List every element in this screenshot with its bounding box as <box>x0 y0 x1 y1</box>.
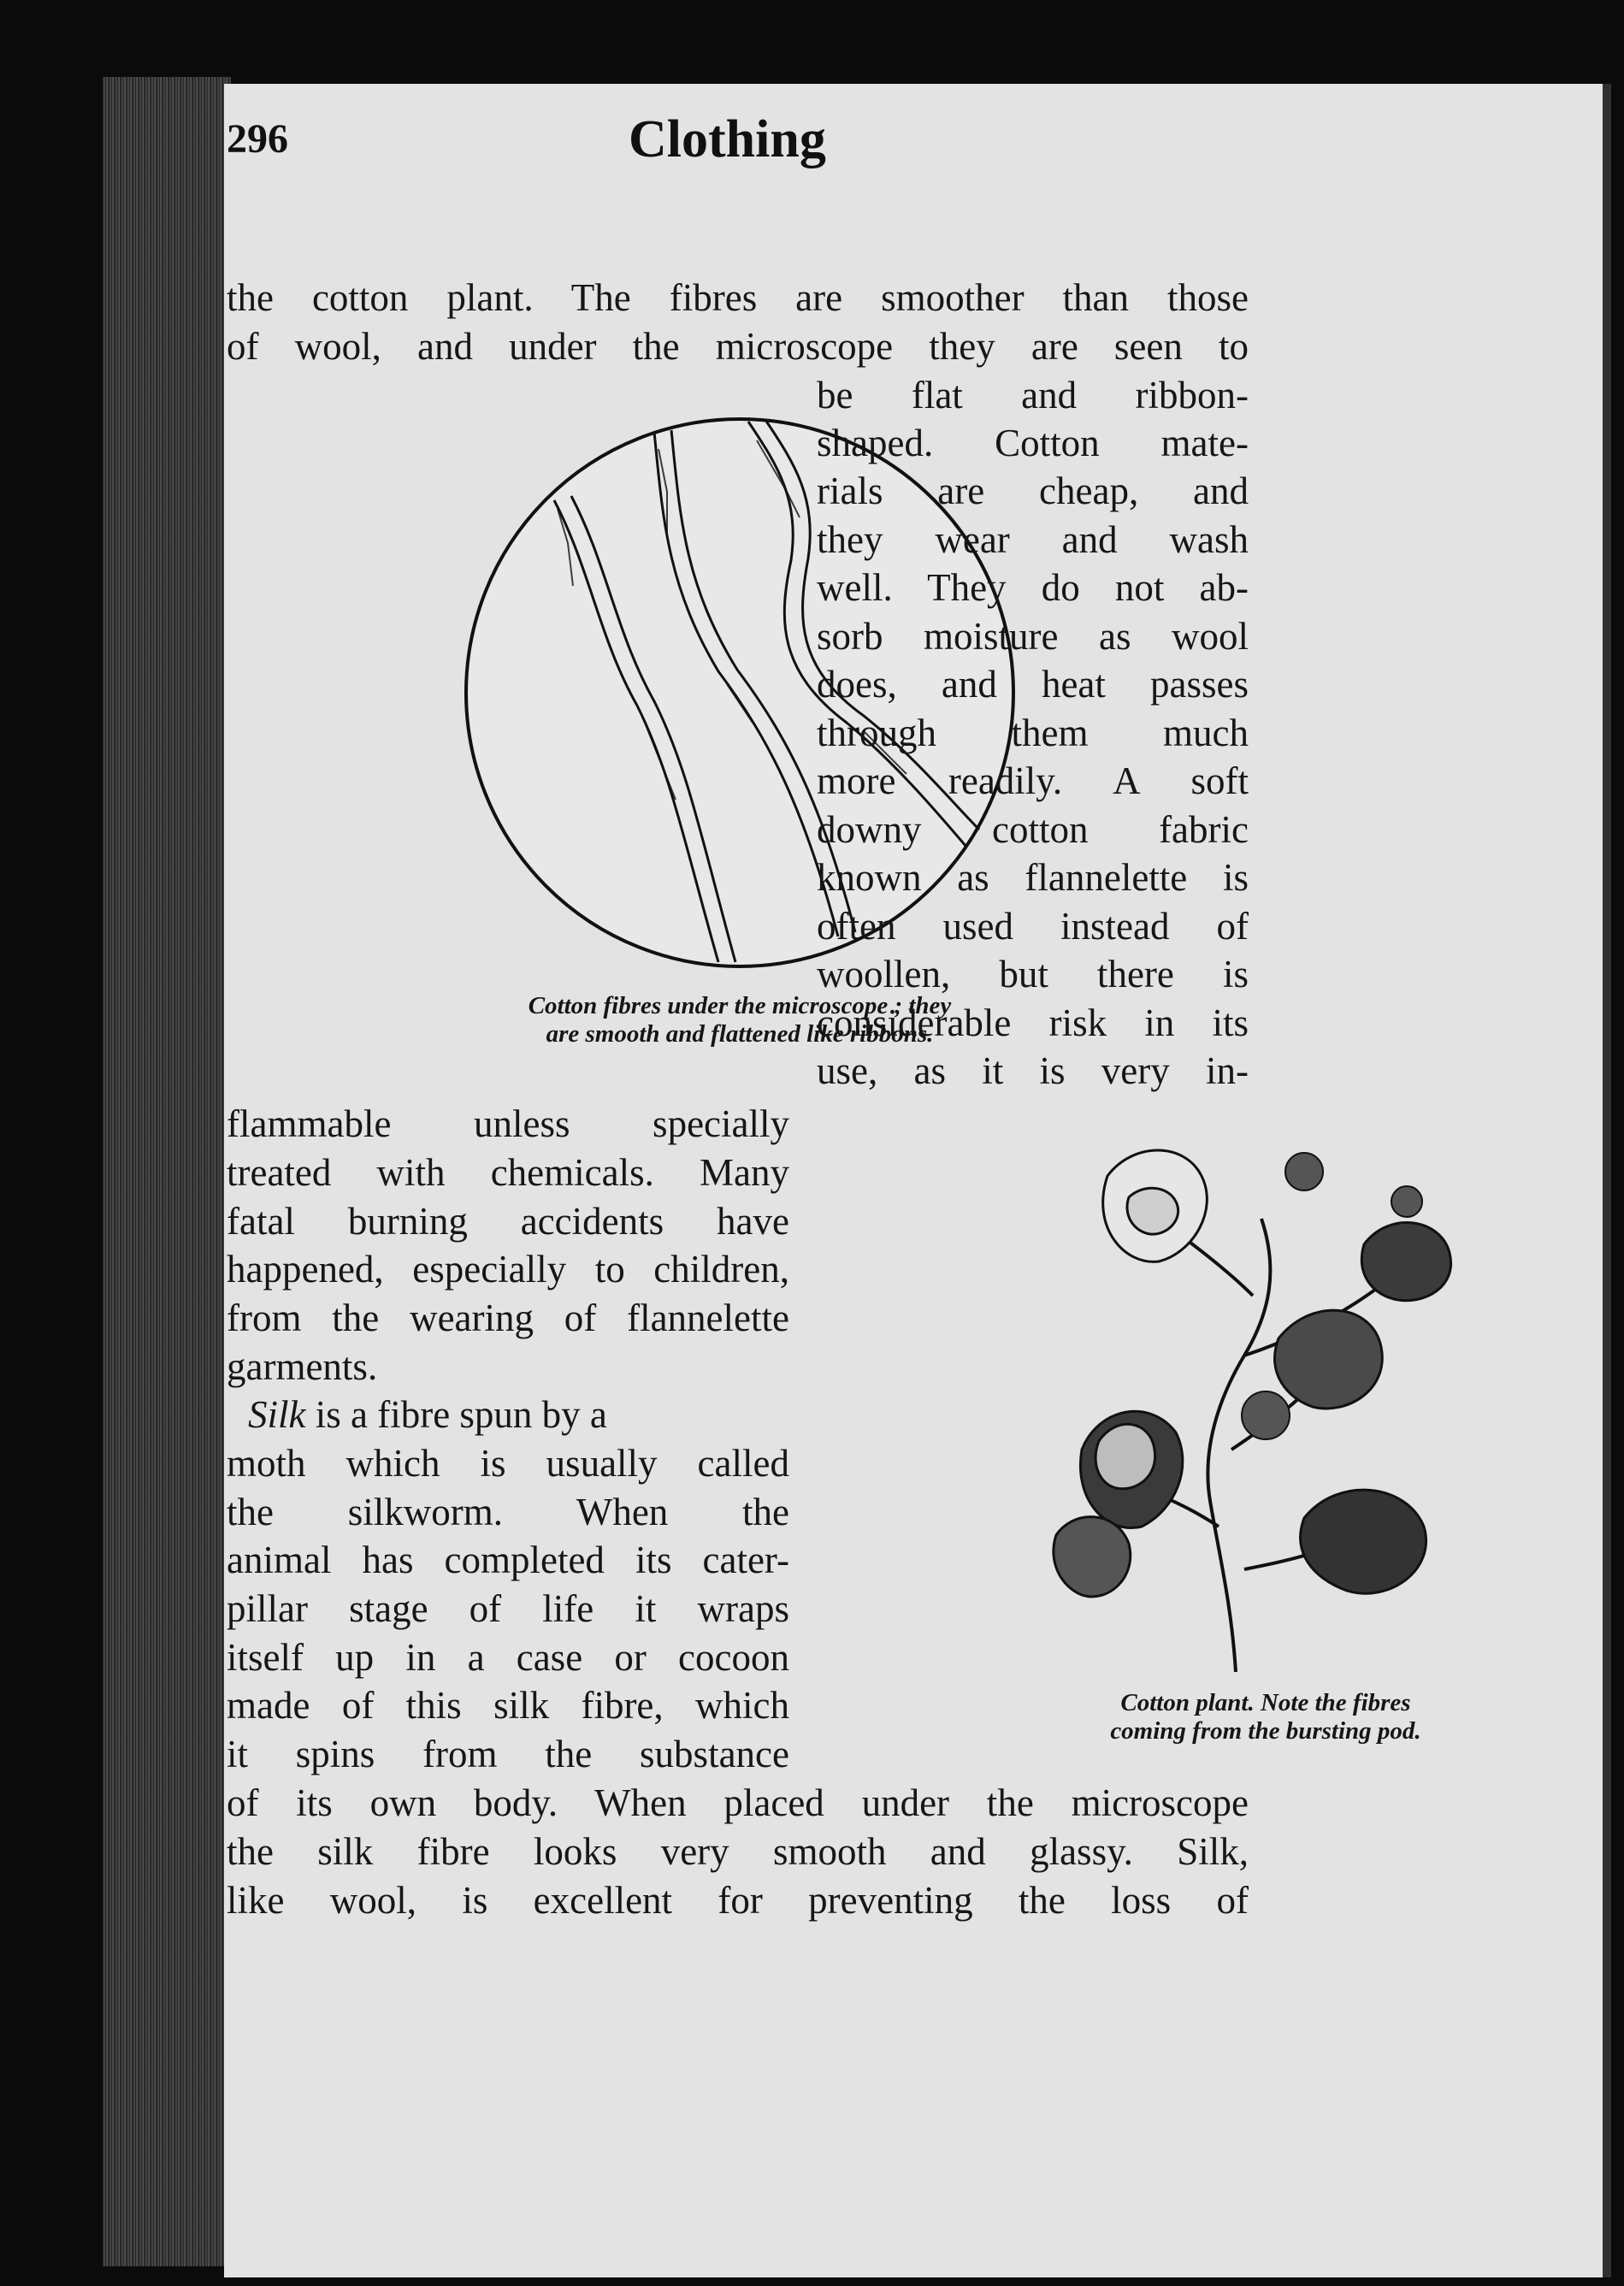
caption-line: are smooth and flattened like ribbons. <box>546 1020 934 1048</box>
running-head-title: Clothing <box>629 110 826 168</box>
body-line: flammable unless specially <box>227 1102 789 1145</box>
cotton-plant-figure-caption <box>1039 1689 1492 1746</box>
caption-line: coming from the bursting pod. <box>1110 1717 1421 1745</box>
body-line: made of this silk fibre, which <box>227 1684 789 1727</box>
body-line: shaped. Cotton mate- <box>817 422 1249 464</box>
body-line: often used instead of <box>817 905 1249 948</box>
body-line: well. They do not ab- <box>817 566 1249 609</box>
body-line: pillar stage of life it wraps <box>227 1587 789 1630</box>
body-line: they wear and wash <box>817 518 1249 561</box>
body-line: known as flannelette is <box>817 856 1249 899</box>
page-right-edge <box>1603 84 1611 2277</box>
body-line: be flat and ribbon- <box>817 374 1249 416</box>
body-line: happened, especially to children, <box>227 1248 789 1291</box>
body-line: of wool, and under the microscope they are seen to <box>227 325 1249 368</box>
body-line: rials are cheap, and <box>817 470 1249 512</box>
body-line: downy cotton fabric <box>817 808 1249 851</box>
body-line: the silkworm. When the <box>227 1491 789 1533</box>
silk-paragraph-first-line <box>248 1391 789 1438</box>
cotton-plant-illustration <box>1048 1125 1492 1672</box>
body-line: through them much <box>817 712 1249 754</box>
body-line: itself up in a case or cocoon <box>227 1636 789 1679</box>
body-line: moth which is usually called <box>227 1442 789 1485</box>
body-line: use, as it is very in- <box>817 1049 1249 1092</box>
body-line: of its own body. When placed under the microscope <box>227 1781 1249 1824</box>
body-line: it spins from the substance <box>227 1733 789 1775</box>
body-line: more readily. A soft <box>817 759 1249 802</box>
silk-italic-word: Silk <box>248 1393 306 1436</box>
body-line: woollen, but there is <box>817 953 1249 995</box>
body-line-rest: is a fibre spun by a <box>305 1393 607 1436</box>
body-line: sorb moisture as wool <box>817 615 1249 658</box>
book-binding-edge <box>103 77 231 2266</box>
caption-line: Cotton plant. Note the fibres <box>1120 1689 1411 1716</box>
page-number: 296 <box>227 116 288 162</box>
body-line: animal has completed its cater- <box>227 1539 789 1581</box>
body-line: garments. <box>227 1345 378 1388</box>
body-line: considerable risk in its <box>817 1001 1249 1044</box>
body-line: fatal burning accidents have <box>227 1200 789 1243</box>
body-line: does, and heat passes <box>817 663 1249 706</box>
body-line: the cotton plant. The fibres are smoother than those <box>227 276 1249 319</box>
body-line: from the wearing of flannelette <box>227 1297 789 1339</box>
body-line: like wool, is excellent for preventing the loss of <box>227 1879 1249 1922</box>
body-line: treated with chemicals. Many <box>227 1151 789 1194</box>
body-line: the silk fibre looks very smooth and glassy. Silk, <box>227 1830 1249 1873</box>
caption-line: Cotton fibres under the microscope ; they <box>528 992 952 1019</box>
